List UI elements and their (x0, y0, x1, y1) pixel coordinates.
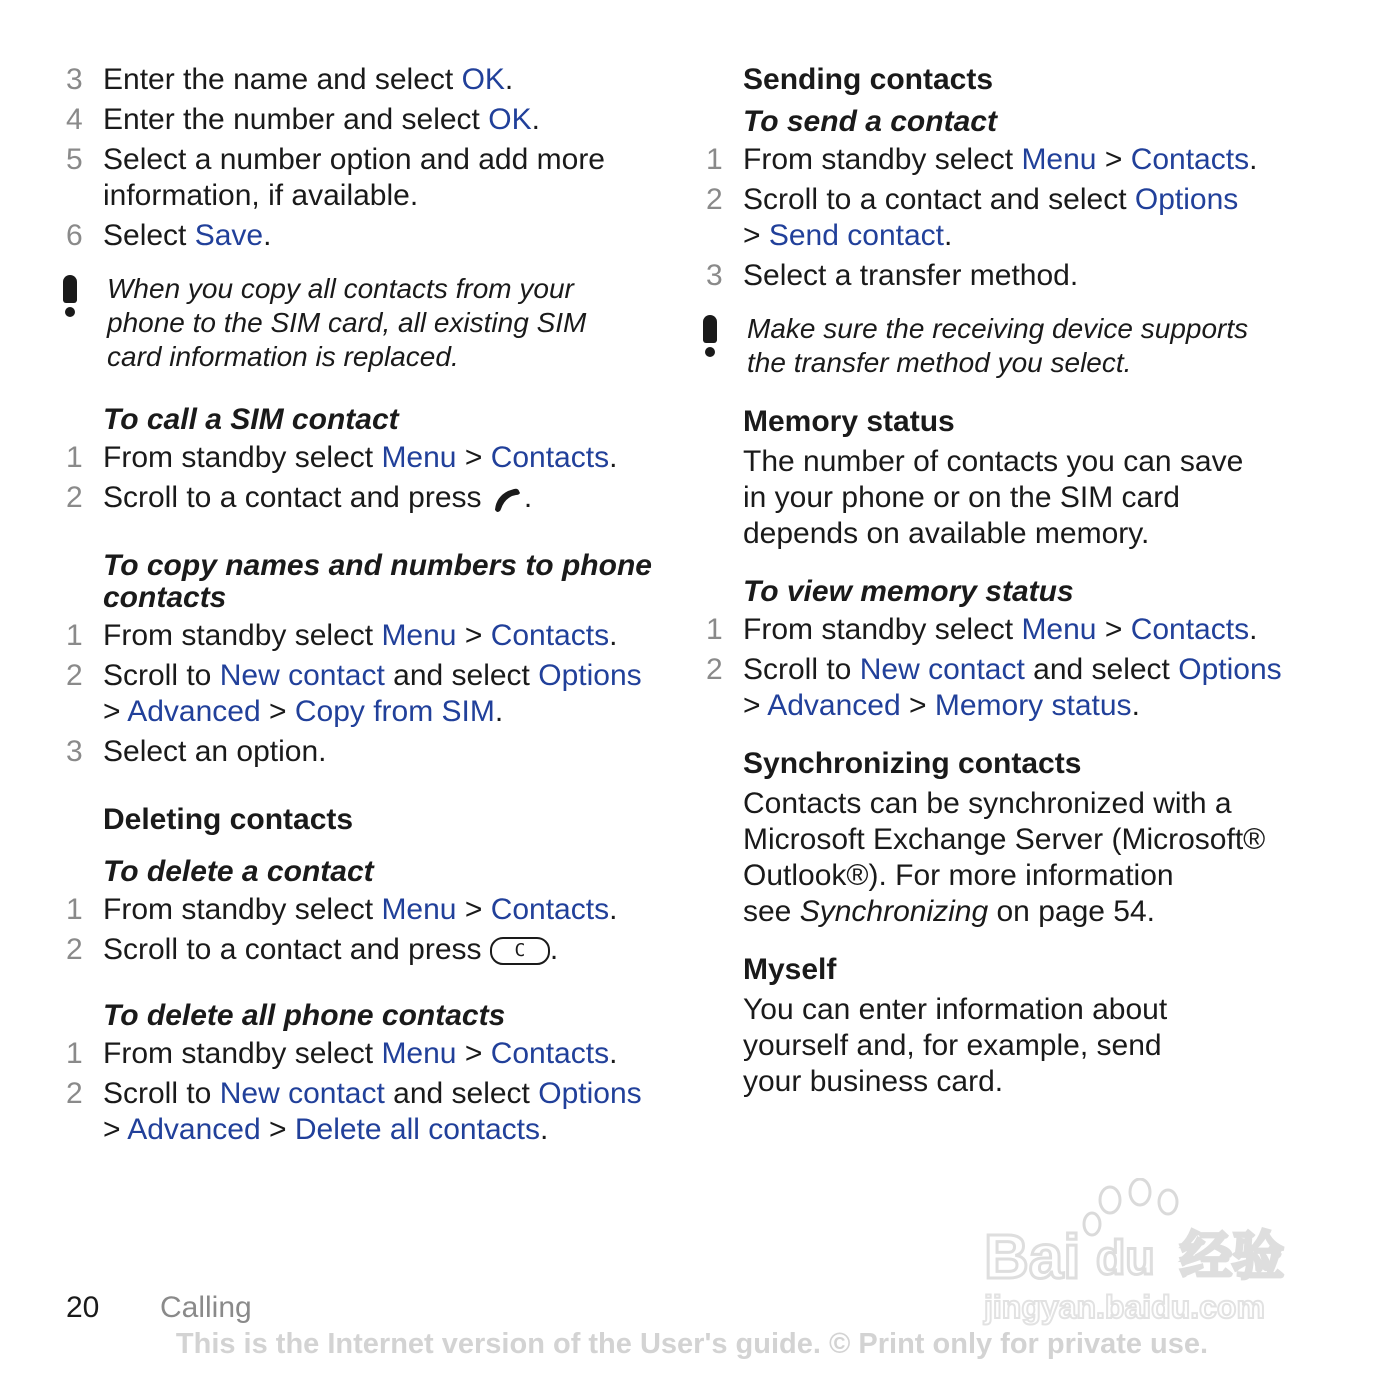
period: . (609, 441, 618, 474)
step-text: Scroll to (103, 1077, 220, 1110)
separator: > (456, 619, 491, 652)
watermark-brand-paw: du (1096, 1232, 1155, 1285)
menu-link: Menu (381, 1037, 457, 1070)
step-number: 2 (66, 481, 83, 514)
menu-link: Menu (381, 441, 457, 474)
copy-from-sim-link: Copy from SIM (294, 695, 495, 728)
ok-link: OK (488, 103, 532, 136)
period: . (263, 219, 272, 252)
para-line: Contacts can be synchronized with a (743, 787, 1232, 820)
exclamation-warning-icon (702, 315, 718, 359)
step (706, 652, 1326, 724)
period: . (609, 1037, 618, 1070)
options-link: Options (1178, 653, 1282, 686)
step-text: From standby select (743, 143, 1022, 176)
step-text: Select an option. (103, 735, 327, 768)
contacts-link: Contacts (490, 893, 610, 926)
period: . (1249, 143, 1258, 176)
advanced-link: Advanced (127, 1113, 261, 1146)
sync-paragraph (706, 786, 1326, 930)
task-heading-call-sim: To call a SIM contact (103, 403, 399, 436)
para-line: your business card. (743, 1065, 1004, 1098)
step-number: 5 (66, 143, 83, 176)
options-link: Options (1134, 183, 1239, 216)
step-text: From standby select (103, 893, 382, 926)
separator: > (1096, 143, 1131, 176)
step-text: and select (384, 659, 539, 692)
new-contact-link: New contact (219, 1077, 385, 1110)
period: . (531, 103, 540, 136)
task-heading-delete-one: To delete a contact (103, 855, 374, 888)
synchronizing-reference: Synchronizing (799, 895, 989, 928)
step-text: Select a number option and add more (103, 143, 605, 176)
step-number: 2 (66, 659, 83, 692)
section-heading-memory: Memory status (743, 405, 955, 438)
separator: > (456, 893, 491, 926)
menu-link: Menu (1021, 613, 1097, 646)
period: . (523, 481, 533, 514)
heading-line: To copy names and numbers to phone (103, 549, 652, 582)
step-number: 1 (66, 441, 83, 474)
step-number-option (66, 142, 666, 214)
delete-all-contacts-link: Delete all contacts (294, 1113, 540, 1146)
para-line: Outlook®). For more information (743, 859, 1174, 892)
watermark-cn: 经验 (1180, 1227, 1285, 1287)
step (66, 932, 666, 968)
step-select-save (66, 218, 666, 254)
period: . (549, 933, 559, 966)
separator: > (260, 1113, 295, 1146)
step-number: 1 (706, 143, 723, 176)
step (66, 892, 666, 928)
step-number: 6 (66, 219, 83, 252)
step (66, 440, 666, 476)
note-text: card information is replaced. (107, 341, 459, 372)
para-text: on page 54. (988, 895, 1155, 928)
step-text: information, if available. (103, 179, 419, 212)
step-number: 4 (66, 103, 83, 136)
period: . (609, 893, 618, 926)
footer-notice: This is the Internet version of the User's guide. © Print only for private use. (175, 1328, 1209, 1360)
options-link: Options (538, 1077, 642, 1110)
step (706, 258, 1326, 294)
step (66, 658, 666, 730)
save-link: Save (194, 219, 264, 252)
contacts-link: Contacts (1130, 143, 1250, 176)
separator: > (260, 695, 295, 728)
para-line: Microsoft Exchange Server (Microsoft® (743, 823, 1266, 856)
memory-paragraph (706, 444, 1326, 552)
period: . (504, 63, 514, 96)
period: . (609, 619, 618, 652)
para-line: The number of contacts you can save (743, 445, 1244, 478)
call-key-icon (490, 485, 524, 513)
separator: > (103, 695, 128, 728)
step-number: 1 (66, 893, 83, 926)
step (66, 1076, 666, 1148)
para-line: depends on available memory. (743, 517, 1150, 550)
sim-warning-note (66, 272, 666, 374)
period: . (943, 219, 953, 252)
page-number: 20 (66, 1291, 100, 1324)
baidu-watermark-logo (980, 1178, 1310, 1328)
new-contact-link: New contact (219, 659, 385, 692)
watermark-url: jingyan.baidu.com (984, 1289, 1265, 1325)
menu-link: Menu (1021, 143, 1097, 176)
advanced-link: Advanced (127, 695, 261, 728)
step-number: 2 (66, 1077, 83, 1110)
step-text: and select (384, 1077, 539, 1110)
section-name: Calling (160, 1291, 252, 1324)
right-column (706, 62, 1326, 1100)
task-heading-copy (66, 550, 666, 614)
period: . (1249, 613, 1258, 646)
options-link: Options (538, 659, 642, 692)
step-text: From standby select (743, 613, 1022, 646)
step-number: 3 (706, 259, 723, 292)
memory-status-link: Memory status (934, 689, 1132, 722)
step-text: From standby select (103, 619, 382, 652)
task-heading-delete-all: To delete all phone contacts (103, 999, 506, 1032)
step (706, 182, 1326, 254)
para-line: yourself and, for example, send (743, 1029, 1162, 1062)
c-key-icon: C (490, 937, 550, 965)
watermark-brand: Bai (984, 1223, 1081, 1292)
step-number: 1 (706, 613, 723, 646)
step-enter-name (66, 62, 666, 98)
separator: > (743, 689, 768, 722)
contacts-link: Contacts (490, 441, 610, 474)
step-text: Scroll to (103, 659, 220, 692)
step-number: 3 (66, 63, 83, 96)
menu-link: Menu (381, 619, 457, 652)
step (706, 142, 1326, 178)
task-heading-view-memory: To view memory status (743, 575, 1074, 608)
ok-link: OK (461, 63, 505, 96)
section-heading-myself: Myself (743, 953, 837, 986)
left-column (66, 62, 666, 1152)
step-text: Scroll to (743, 653, 860, 686)
step-number: 2 (706, 653, 723, 686)
note-text: the transfer method you select. (747, 347, 1132, 378)
step-text: Enter the name and select (103, 63, 462, 96)
note-text: When you copy all contacts from your (107, 273, 574, 304)
step-number: 2 (706, 183, 723, 216)
section-heading-sync: Synchronizing contacts (743, 747, 1082, 780)
note-text: Make sure the receiving device supports (747, 313, 1249, 344)
transfer-warning-note (706, 312, 1326, 380)
separator: > (900, 689, 935, 722)
step-number: 3 (66, 735, 83, 768)
step-text: From standby select (103, 1037, 382, 1070)
period: . (539, 1113, 549, 1146)
advanced-link: Advanced (767, 689, 901, 722)
step-enter-number (66, 102, 666, 138)
separator: > (456, 441, 491, 474)
new-contact-link: New contact (859, 653, 1025, 686)
exclamation-warning-icon (62, 275, 78, 319)
step-text: Select (103, 219, 195, 252)
step-text: Enter the number and select (103, 103, 489, 136)
period: . (1131, 689, 1140, 722)
step-text: Scroll to a contact and press (103, 481, 490, 514)
separator: > (103, 1113, 128, 1146)
period: . (494, 695, 504, 728)
step-text: From standby select (103, 441, 382, 474)
myself-paragraph (706, 992, 1326, 1100)
step (66, 480, 666, 516)
contacts-link: Contacts (490, 1037, 610, 1070)
contacts-link: Contacts (1130, 613, 1250, 646)
section-heading-deleting: Deleting contacts (103, 803, 354, 836)
step (66, 734, 666, 770)
menu-link: Menu (381, 893, 457, 926)
step-text: and select (1024, 653, 1179, 686)
para-text: see (743, 895, 800, 928)
para-line: You can enter information about (743, 993, 1168, 1026)
heading-line: contacts (103, 581, 227, 614)
step (66, 618, 666, 654)
separator: > (743, 219, 769, 252)
step-text: Scroll to a contact and press (103, 933, 490, 966)
note-text: phone to the SIM card, all existing SIM (107, 307, 587, 338)
step-text: Scroll to a contact and select (743, 183, 1135, 216)
step-number: 2 (66, 933, 83, 966)
separator: > (456, 1037, 491, 1070)
separator: > (1096, 613, 1131, 646)
para-line: in your phone or on the SIM card (743, 481, 1180, 514)
step-number: 1 (66, 1037, 83, 1070)
step-text: Select a transfer method. (743, 259, 1079, 292)
step-number: 1 (66, 619, 83, 652)
task-heading-send: To send a contact (743, 105, 997, 138)
step (66, 1036, 666, 1072)
contacts-link: Contacts (490, 619, 610, 652)
step (706, 612, 1326, 648)
send-contact-link: Send contact (768, 219, 944, 252)
section-heading-sending: Sending contacts (743, 63, 994, 96)
